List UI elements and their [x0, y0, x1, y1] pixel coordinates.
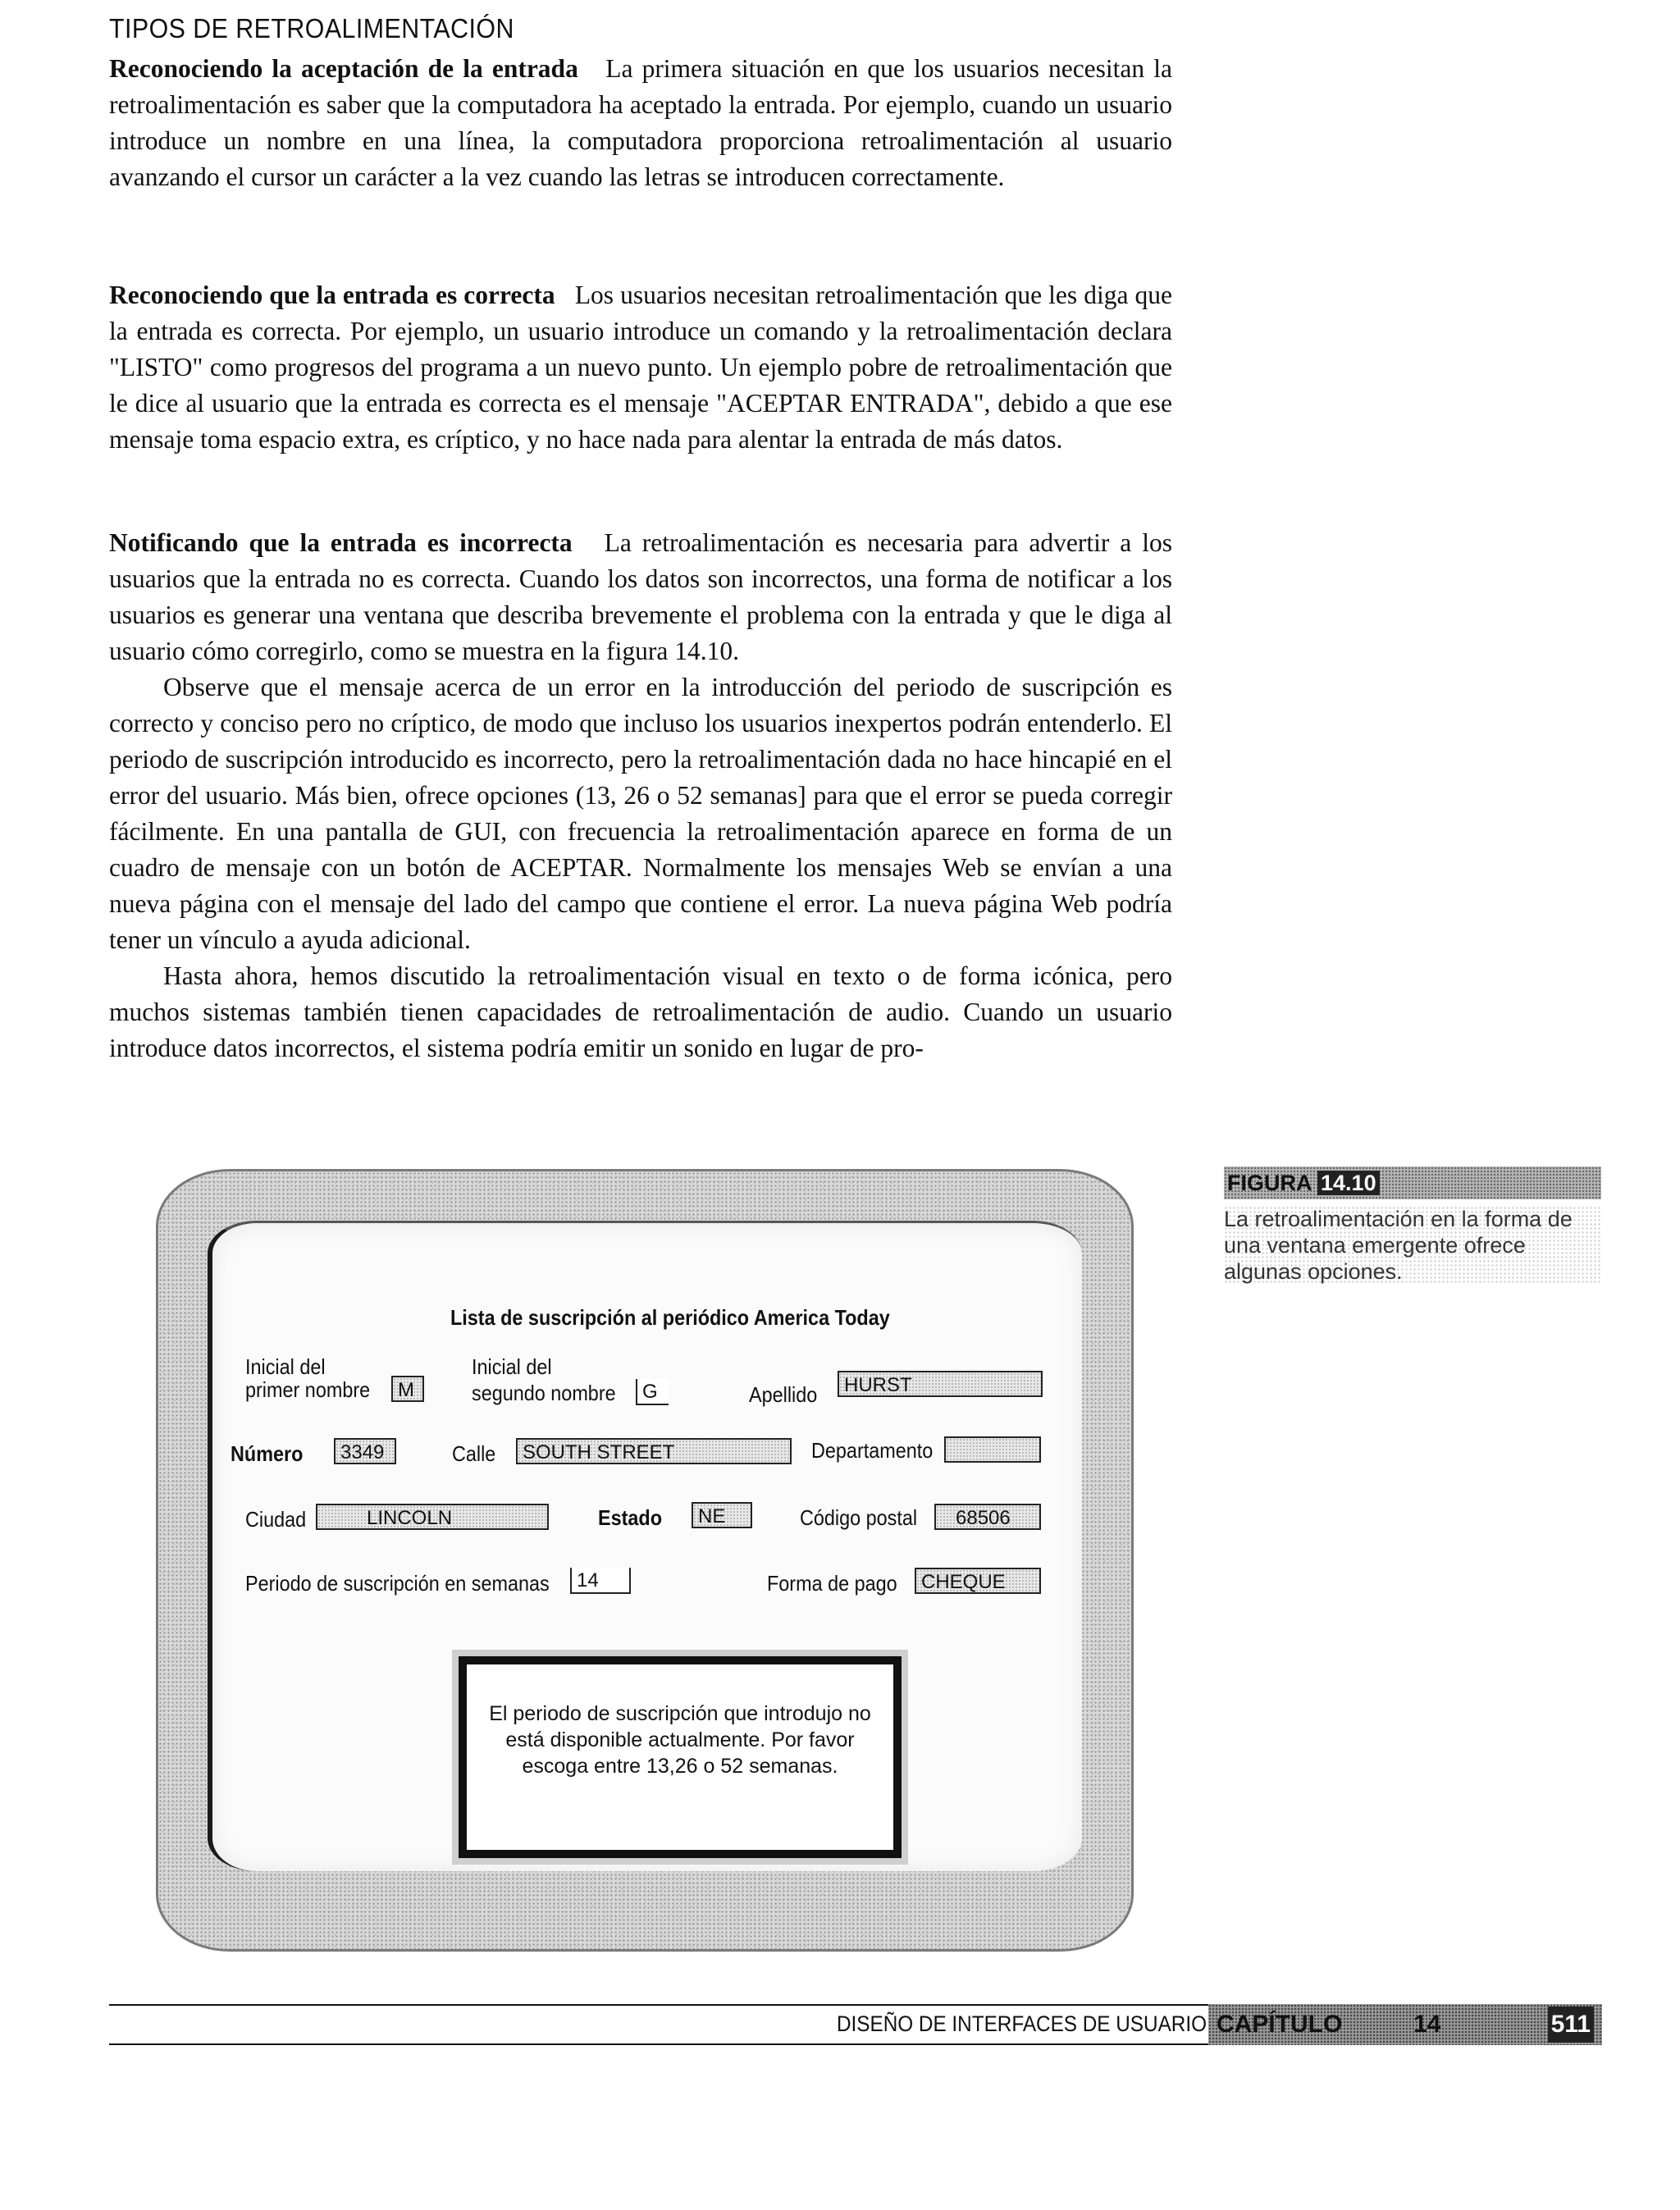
city-label: Ciudad	[245, 1507, 307, 1532]
section-lead: Reconociendo que la entrada es correcta	[109, 281, 555, 309]
figure-monitor	[156, 1169, 1134, 1952]
page-number: 511	[1548, 2007, 1594, 2043]
period-input[interactable]: 14	[570, 1568, 631, 1594]
middle-initial-label: segundo nombre	[472, 1381, 616, 1405]
section-title: TIPOS DE RETROALIMENTACIÓN	[109, 13, 514, 43]
first-initial-label: primer nombre	[245, 1377, 371, 1402]
section-acknowledge-correct	[109, 277, 1172, 458]
footer-chapter-badge	[1208, 2004, 1602, 2045]
error-dialog-message: El periodo de suscripción que introdujo no está disponible actualmente. Por favor escoga entre 13,26 o 52 semanas.	[489, 1702, 871, 1778]
lastname-label: Apellido	[749, 1382, 818, 1407]
section-lead: Reconociendo la aceptación de la entrada	[109, 54, 578, 83]
footer-book-title: DISEÑO DE INTERFACES DE USUARIO	[837, 2011, 1207, 2036]
state-label: Estado	[598, 1505, 663, 1530]
figure-caption: La retroalimentación en la forma de una ventana emergente ofrece algunas opciones.	[1224, 1206, 1601, 1285]
apt-label: Departamento	[811, 1438, 934, 1463]
section-body: La retroalimentación es necesaria para advertir a los usuarios que la entrada no es correcta. Cuando los datos son incorrectos, una forma de notificar a los usuarios es generar una ventana que describa brevemente el problema con la entrada y que le diga al usuario cómo corregirlo, como se muestra en la figura 14.10.	[109, 528, 1173, 665]
figure-label-number: 14.10	[1317, 1171, 1380, 1195]
section-body: Los usuarios necesitan retroalimentación que les diga que la entrada es correcta. Por ejemplo, un usuario introduce un comando y la retroalimentación declara "LISTO" como progresos del programa a un nuevo punto. Un ejemplo pobre de retroalimentación que le dice al usuario que la entrada es correcta es el mensaje "ACEPTAR ENTRADA", debido a que ese mensaje toma espacio extra, es críptico, y no hace nada para alentar la entrada de más datos.	[109, 281, 1173, 454]
paragraph: Observe que el mensaje acerca de un error en la introducción del periodo de suscripción es correcto y conciso pero no críptico, de modo que incluso los usuarios inexpertos podrán entenderlo. El periodo de suscripción introducido es incorrecto, pero la retroalimentación dada no hace hincapié en el error del usuario. Más bien, ofrece opciones (13, 26 o 52 semanas] para que el error se pueda corregir fácilmente. En una pantalla de GUI, con frecuencia la retroalimentación aparece en forma de un cuadro de mensaje con un botón de ACEPTAR. Normalmente los mensajes Web se envían a una nueva página con el mensaje del lado del campo que contiene el error. La nueva página Web podría tener un vínculo a ayuda adicional.	[109, 673, 1172, 954]
apt-input[interactable]	[944, 1436, 1041, 1463]
first-initial-input[interactable]: M	[391, 1376, 424, 1402]
street-input[interactable]: SOUTH STREET	[516, 1438, 792, 1464]
zip-input[interactable]: 68506	[934, 1504, 1041, 1530]
payment-input[interactable]: CHEQUE	[915, 1568, 1041, 1594]
zip-label: Código postal	[800, 1505, 918, 1530]
period-label: Periodo de suscripción en semanas	[245, 1571, 550, 1596]
city-input[interactable]: LINCOLN	[316, 1504, 549, 1530]
street-label: Calle	[452, 1441, 496, 1466]
first-initial-label: Inicial del	[245, 1354, 326, 1379]
form-title: Lista de suscripción al periódico America Today	[450, 1305, 890, 1330]
state-input[interactable]: NE	[692, 1502, 752, 1528]
section-lead: Notificando que la entrada es incorrecta	[109, 528, 573, 557]
monitor-screen	[208, 1221, 1082, 1871]
footer-rule	[109, 2043, 1208, 2045]
middle-initial-label: Inicial del	[472, 1354, 552, 1379]
payment-label: Forma de pago	[767, 1571, 897, 1596]
middle-initial-input[interactable]: G	[636, 1379, 669, 1405]
number-label: Número	[231, 1441, 304, 1466]
chapter-label: CAPÍTULO	[1217, 2011, 1343, 2038]
number-input[interactable]: 3349	[334, 1438, 396, 1464]
section-body: La primera situación en que los usuarios necesitan la retroalimentación es saber que la computadora ha aceptado la entrada. Por ejemplo, cuando un usuario introduce un nombre en una línea, la computadora proporciona retroalimentación al usuario avanzando el cursor un carácter a la vez cuando las letras se introducen correctamente.	[109, 54, 1173, 191]
figure-label-prefix: FIGURA	[1227, 1171, 1312, 1195]
error-dialog	[459, 1656, 902, 1858]
lastname-input[interactable]: HURST	[838, 1371, 1043, 1397]
figure-label	[1224, 1167, 1601, 1199]
section-notify-incorrect	[109, 525, 1172, 1066]
paragraph: Hasta ahora, hemos discutido la retroalimentación visual en texto o de forma icónica, pero muchos sistemas también tienen capacidades de retroalimentación de audio. Cuando un usuario introduce datos incorrectos, el sistema podría emitir un sonido en lugar de pro-	[109, 961, 1172, 1062]
chapter-number: 14	[1413, 2011, 1441, 2038]
section-acknowledge-acceptance	[109, 51, 1172, 195]
